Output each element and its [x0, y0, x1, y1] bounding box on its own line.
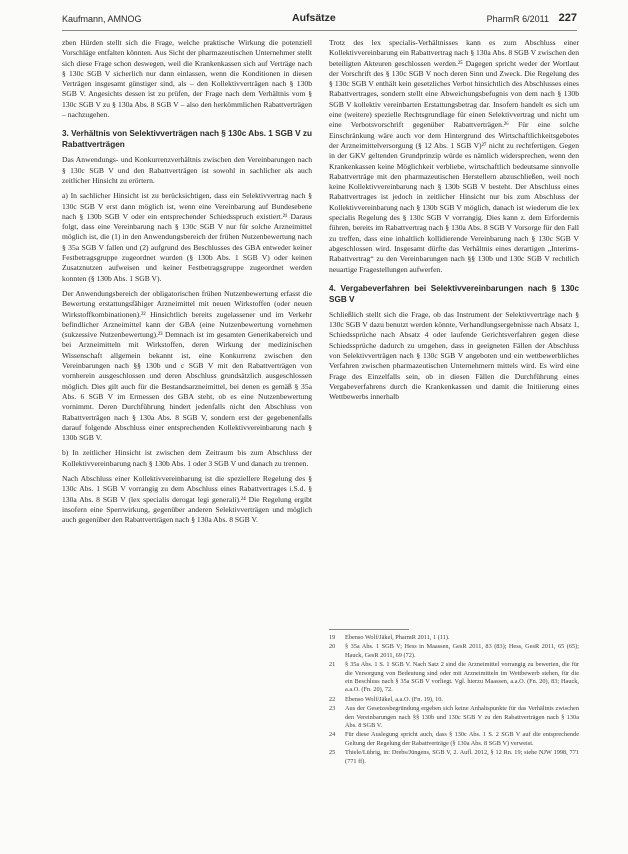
- right-column: [329, 38, 579, 408]
- left-paragraph-2: Das Anwendungs- und Konkurrenzverhältnis zwischen den Vereinbarungen nach § 130c SGB V und den Rabattverträgen ist sowohl in sachlicher als auch zeitlicher Hinsicht zu erörtern.: [62, 155, 312, 185]
- right-paragraph-1: Trotz des lex specialis-Verhältnisses kann es zum Abschluss einer Kollektivvereinbarung ein Rabattvertrag nach § 130a Abs. 8 SGB V zwischen den beteiligten Akteuren geschlossen werden.²⁵ Dagegen spricht weder der Wortlaut der Vorschrift des § 130c SGB V noch deren Sinn und Zweck. Die Regelung des § 130c SGB V enthält kein gesetzliches Verbot hinsichtlich des Abschlusses eines Rabattvertrages, sondern stellt eine Abweichungsbefugnis von dem nach § 130b SGB V kollektiv vereinbarten Erstattungsbetrag dar. Insofern handelt es sich um eine (weitere) spezielle Rechtsgrundlage für einen Selektivvertrag und nicht um eine Verbotsvorschrift gegenüber Rabattverträgen.²⁶ Für eine solche Einschränkung wäre auch vor dem Hintergrund des Wirtschaftlichkeitsgebotes der Arzneimittelversorgung (§ 12 Abs. 1 SGB V)²⁷ nicht zu rechtfertigen. Gegen in der GKV geltenden Grundprinzip würde es nämlich widersprechen, wenn den Krankenkassen keine Möglichkeit verbliebe, wirtschaftlich bedeutsame sinnvolle Rabattverträge mit den pharmazeutischen Herstellern abzuschließen, weil noch keine Kollektivvereinbarung nach § 130b SGB V besteht. Der Abschluss eines Rabattvertrages ist jedoch in zeitlicher Hinsicht nur bis zum Abschluss der Kollektivvereinbarung nach § 130b SGB V möglich, danach ist wiederum die lex specialis Regelung des § 130c SGB V vorrangig. Dies kann z. dem Erfordernis führen, bereits im Rabattvertrag nach § 130a Abs. 8 SGB V Vorsorge für den Fall zu treffen, dass eine inhaltlich kollidierende Vereinbarung nach § 130c SGB V abgeschlossen wird. Insgesamt dürfte das Verhältnis eines derartigen „Interims-Rabattvertrag“ zu den Vereinbarungen nach §§ 130b und 130c SGB V rechtlich neuartige Fragestellungen aufwerfen.: [329, 38, 579, 274]
- footnote-number: 23: [329, 705, 336, 713]
- header-journal: PharmR 6/2011: [486, 14, 549, 24]
- footnote-text: Thiele/Lührig, in: Drebs/Jüngens, SGB V, 2. Aufl. 2012, § 12 Rn. 19; siehe NJW 1998, 771 (771 ff).: [345, 749, 579, 765]
- right-paragraph-2: Schließlich stellt sich die Frage, ob das Instrument der Selektivverträge nach § 130c SGB V dazu benutzt werden könnte, Verhandlungsergebnisse nach Absatz 1, Schiedssprüche nach Absatz 4 oder laufende Gerichtsverfahren gegen diese Schiedssprüche dadurch zu umgehen, dass in geeigneten Fällen der Abschluss von Selektivverträgen nach § 130c SGB V angeboten und ein wettbewerbliches Verfahren zwischen pharmazeutischen Unternehmern mittels wird. Es wird eine Frage des Einzelfalls sein, ob in diesen Fällen die Durchführung eines Vergabeverfahrens durch die Krankenkassen und damit die Initiierung eines Wettbewerbs innerhalb: [329, 309, 579, 402]
- left-paragraph-5: b) In zeitlicher Hinsicht ist zwischen dem Zeitraum bis zum Abschluss der Kollektivvereinbarung nach § 130b Abs. 1 oder 3 SGB V und danach zu trennen.: [62, 448, 312, 468]
- footnote: [329, 705, 579, 730]
- footnote-number: 22: [329, 695, 336, 703]
- header-rule: [62, 30, 577, 31]
- footnote-number: 21: [329, 661, 336, 669]
- footnote-text: Ebenso Wolf/Jäkel, PharmR 2011, 1 (11).: [345, 634, 450, 641]
- left-paragraph-4: Der Anwendungsbereich der obligatorischen frühen Nutzenbewertung erfasst die Bewertung erstattungsfähiger Arzneimittel mit neuen Wirkstoffen (oder neuen Wirkstoffkombinationen).²² Hinsichtlich bereits zugelassener und im Verkehr befindlicher Arzneimittel kann der GBA (eine Nutzenbewertung vornehmen (sukzessive Nutzenbewertung).²³ Demnach ist im gesamten Generikabereich und bei Arzneimitteln mit Wirkstoffen, deren Wirkung der medizinischen Wissenschaft allgemein bekannt ist, eine Konkurrenz zwischen den Vereinbarungen nach §§ 130b und c SGB V mit den Rabattverträgen von vornherein ausgeschlossen und deren Abschluss grundsätzlich ausgeschlossen möglich. Dies gilt auch für die Bestandsarzneimittel, bei denen es gemäß § 35a Abs. 6 SGB V im Ermessen des GBA steht, ob es eine Nutzenbewertung vornimmt. Deren Durchführung hindert jedenfalls nicht den Abschluss von Rabattverträgen nach § 130a Abs. 8 SGB V, sondern erst der gegebenenfalls darauf folgende Abschluss einer entsprechenden Kollektivvereinbarung nach § 130b SGB V.: [62, 288, 312, 443]
- section-heading-3: 3. Verhältnis von Selektivverträgen nach § 130c Abs. 1 SGB V zu Rabattverträgen: [62, 129, 312, 150]
- footnote-text: Für diese Auslegung spricht auch, dass § 130c Abs. 1 S. 2 SGB V auf die entsprechende Geltung der Regelung der Rabattverträge (§ 130a Abs. 8 SGB V) verweist.: [345, 731, 579, 747]
- header-section: Aufsätze: [292, 12, 336, 24]
- footnote-number: 19: [329, 634, 336, 641]
- footnote-text: Ebenso Wolf/Jäkel, a.a.O. (Fn. 19), 10.: [345, 695, 444, 703]
- footnote-number: 20: [329, 643, 336, 651]
- footnote: [329, 634, 579, 642]
- left-paragraph-6: Nach Abschluss einer Kollektivvereinbarung ist die speziellere Regelung des § 130c Abs. 1 SGB V vorrangig zu dem Abschluss eines Rabattvertrages i.S.d. § 130a Abs. 8 SGB V (lex specialis derogat legi generali).²⁴ Die Regelung ergibt insofern eine Sperrwirkung, gegenüber anderen Selektivverträgen und möglich auch gegenüber den Rabattverträgen nach § 130a Abs. 8 SGB V.: [62, 473, 312, 525]
- page-number: 227: [558, 12, 577, 24]
- header-authors: Kaufmann, AMNOG: [62, 14, 142, 24]
- running-header: [62, 10, 577, 28]
- footnote: [329, 643, 579, 660]
- footnote-text: § 35a Abs. 1 SGB V; Hess in Maassen, GesR 2011, 83 (83); Hess, GesR 2011, 65 (65); Hauck, GesR 2011, 69 (72).: [345, 643, 579, 659]
- footnote: [329, 696, 579, 704]
- footnote-number: 25: [329, 749, 336, 757]
- footnote-text: Aus der Gesetzesbegründung ergeben sich keine Anhaltspunkte für das Verhältnis zwischen den Vereinbarungen nach §§ 130b und 130c SGB V zu den Rabattverträgen nach § 130a Abs. 8 SGB V.: [345, 705, 579, 730]
- footnote-text: § 35a Abs. 1 S. 1 SGB V. Nach Satz 2 sind die Arzneimittel vorrangig zu bewerten, die für die Versorgung von Bedeutung sind oder mit Arzneimitteln im Wettbewerb stehen, für die ein Beschluss nach § 35a SGB V vorliegt. Vgl. hierzu Maassen, a.a.O. (Fn. 20), 83; Hauck, a.a.O. (Fn. 20), 72.: [345, 661, 579, 694]
- footnote: [329, 749, 579, 766]
- left-paragraph-3: a) In sachlicher Hinsicht ist zu berücksichtigen, dass ein Selektivvertrag nach § 130c SGB V erst dann möglich ist, wenn eine Vereinbarung auf Bundesebene nach § 130b SGB V oder ein entsprechender Schiedsspruch existiert.²¹ Daraus folgt, dass eine Vereinbarung nach § 130c SGB V nur für solche Arzneimittel möglich ist, die (1) in den Anwendungsbereich der frühen Nutzenbewertung nach § 35a SGB V fallen und (2) aufgrund des Beschlusses des GBA entweder keiner Festbetragsgruppe zugeordnet wurden (§ 130b Abs. 1 SGB V) oder keinen Zusatznutzen aufweisen und keiner Festbetragsgruppe zugeordnet werden konnten (§ 130b Abs. 1 SGB V).: [62, 191, 312, 283]
- footnote-number: 24: [329, 731, 336, 739]
- left-column: [62, 38, 312, 530]
- footnote: [329, 661, 579, 695]
- footnote-rule: [329, 629, 409, 630]
- left-paragraph-1: zben Hürden stellt sich die Frage, welche praktische Wirkung die potenziell Vorschläge entfalten könnten. Aus Sicht der pharmazeutischen Unternehmer stellt sich diese Frage schon deswegen, weil die Krankenkassen sich auf Verträge nach § 130c SGB V sicherlich nur dann einlassen, wenn die Konditionen in diesen Verträgen insgesamt günstiger sind, als – den Kollektivverträgen nach § 130b SGB V. Angesichts dessen ist zu prüfen, der Frage nach dem Verhältnis vom § 130c SGB V zu § 130a Abs. 8 SGB V – also den herkömmlichen Rabattverträgen – nachzugehen.: [62, 38, 312, 120]
- section-heading-4: 4. Vergabeverfahren bei Selektivvereinbarungen nach § 130c SGB V: [329, 283, 579, 304]
- footnote: [329, 731, 579, 748]
- footnotes: [329, 629, 579, 767]
